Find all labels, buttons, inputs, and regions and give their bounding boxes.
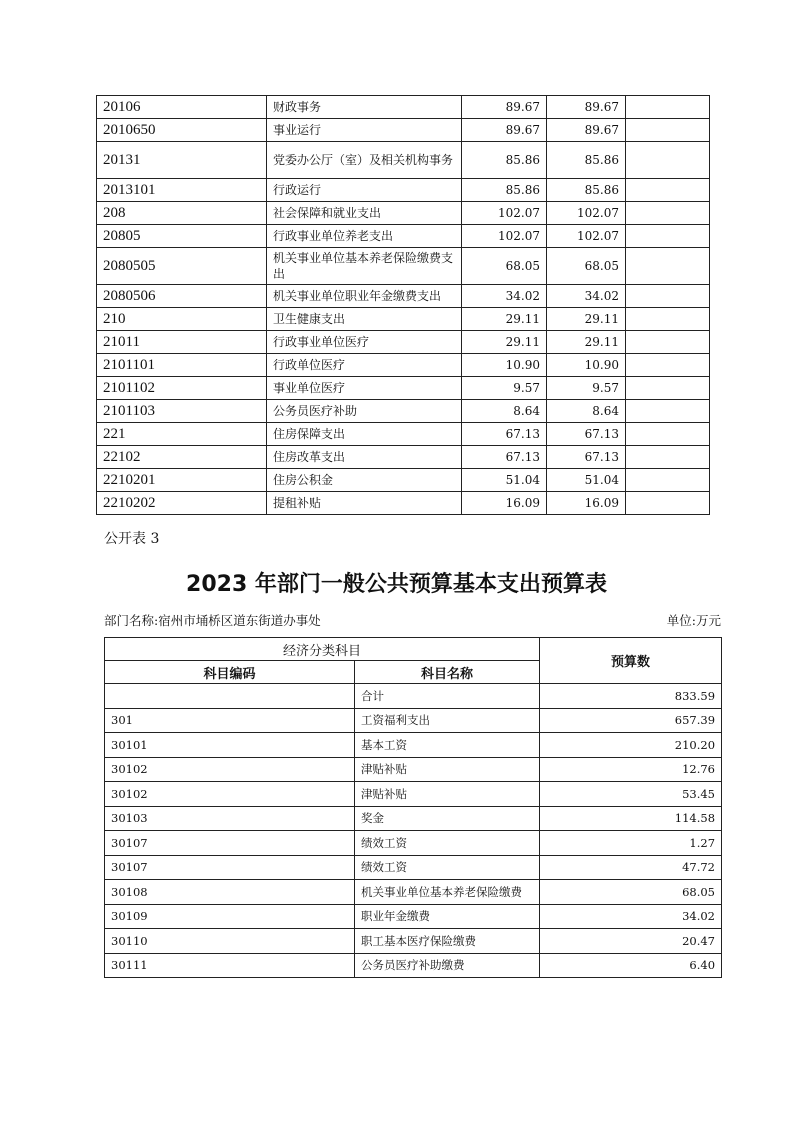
header-code: 科目编码 [105,661,355,684]
subject-name: 事业运行 [267,119,462,142]
subject-code: 30102 [105,757,355,782]
basic-amount: 29.11 [547,308,626,331]
table-row [105,708,722,733]
total-amount: 34.02 [462,285,547,308]
subject-code [105,684,355,709]
total-amount: 102.07 [462,202,547,225]
table-row [97,285,710,308]
project-amount [626,202,710,225]
basic-amount: 85.86 [547,179,626,202]
table-row [105,782,722,807]
header-name: 科目名称 [355,661,540,684]
table-row [105,880,722,905]
subject-name: 工资福利支出 [355,708,540,733]
budget-amount: 53.45 [540,782,722,807]
subject-code: 30101 [105,733,355,758]
project-amount [626,423,710,446]
subject-code: 30110 [105,929,355,954]
basic-amount: 8.64 [547,400,626,423]
table-row [97,179,710,202]
total-amount: 8.64 [462,400,547,423]
project-amount [626,492,710,515]
subject-name: 职工基本医疗保险缴费 [355,929,540,954]
table-row [97,331,710,354]
basic-expenditure-table [104,637,722,978]
subject-code: 2080505 [97,248,267,285]
expenditure-function-table [96,95,710,515]
basic-amount: 67.13 [547,446,626,469]
subject-name: 住房公积金 [267,469,462,492]
subject-code: 20131 [97,142,267,179]
table-row [105,757,722,782]
subject-name: 住房保障支出 [267,423,462,446]
total-amount: 29.11 [462,308,547,331]
subject-name: 机关事业单位基本养老保险缴费 [355,880,540,905]
total-amount: 85.86 [462,179,547,202]
project-amount [626,469,710,492]
total-amount: 10.90 [462,354,547,377]
subject-code: 30108 [105,880,355,905]
total-amount: 102.07 [462,225,547,248]
budget-amount: 34.02 [540,904,722,929]
table-row [105,684,722,709]
table-row [105,855,722,880]
subject-code: 30111 [105,953,355,978]
project-amount [626,225,710,248]
basic-amount: 51.04 [547,469,626,492]
table-row [97,96,710,119]
subject-code: 2010650 [97,119,267,142]
subject-name: 绩效工资 [355,855,540,880]
budget-amount: 6.40 [540,953,722,978]
table-row [105,904,722,929]
table-row [97,377,710,400]
total-amount: 89.67 [462,119,547,142]
table-row [97,308,710,331]
total-amount: 67.13 [462,423,547,446]
table-row [97,119,710,142]
table-row [97,423,710,446]
budget-amount: 20.47 [540,929,722,954]
budget-amount: 12.76 [540,757,722,782]
basic-amount: 85.86 [547,142,626,179]
subject-code: 2101103 [97,400,267,423]
table-row [105,929,722,954]
basic-amount: 10.90 [547,354,626,377]
subject-code: 22102 [97,446,267,469]
table-row [97,354,710,377]
subject-code: 2210201 [97,469,267,492]
table-row [105,831,722,856]
table-row [97,400,710,423]
basic-amount: 34.02 [547,285,626,308]
subject-code: 2080506 [97,285,267,308]
department-name: 部门名称:宿州市埇桥区道东街道办事处 [104,613,321,628]
basic-amount: 67.13 [547,423,626,446]
budget-amount: 833.59 [540,684,722,709]
subject-code: 2210202 [97,492,267,515]
project-amount [626,354,710,377]
basic-amount: 29.11 [547,331,626,354]
subject-name: 公务员医疗补助 [267,400,462,423]
subject-name: 机关事业单位基本养老保险缴费支出 [267,248,462,285]
subject-code: 301 [105,708,355,733]
subject-name: 卫生健康支出 [267,308,462,331]
project-amount [626,331,710,354]
subject-code: 208 [97,202,267,225]
page-title: 2023 年部门一般公共预算基本支出预算表 [186,572,607,597]
project-amount [626,142,710,179]
project-amount [626,400,710,423]
subject-name: 提租补贴 [267,492,462,515]
table-row [97,446,710,469]
subject-code: 30107 [105,831,355,856]
budget-amount: 657.39 [540,708,722,733]
table-header-row [105,638,722,661]
table-label: 公开表 3 [104,531,160,547]
total-amount: 9.57 [462,377,547,400]
subject-name: 行政运行 [267,179,462,202]
subject-name: 公务员医疗补助缴费 [355,953,540,978]
budget-amount: 1.27 [540,831,722,856]
total-amount: 85.86 [462,142,547,179]
project-amount [626,179,710,202]
subject-code: 20805 [97,225,267,248]
project-amount [626,308,710,331]
basic-amount: 102.07 [547,225,626,248]
total-amount: 67.13 [462,446,547,469]
subject-code: 20106 [97,96,267,119]
table-row [105,806,722,831]
budget-amount: 210.20 [540,733,722,758]
subject-code: 30103 [105,806,355,831]
project-amount [626,96,710,119]
subject-name: 津贴补贴 [355,782,540,807]
subject-name: 绩效工资 [355,831,540,856]
table-row [105,953,722,978]
total-amount: 89.67 [462,96,547,119]
table-row [97,202,710,225]
project-amount [626,377,710,400]
basic-amount: 89.67 [547,96,626,119]
subject-name: 津贴补贴 [355,757,540,782]
table-row [97,492,710,515]
subject-code: 221 [97,423,267,446]
basic-amount: 16.09 [547,492,626,515]
subject-name: 行政事业单位养老支出 [267,225,462,248]
project-amount [626,119,710,142]
subject-code: 30102 [105,782,355,807]
subject-code: 30107 [105,855,355,880]
budget-amount: 114.58 [540,806,722,831]
total-amount: 29.11 [462,331,547,354]
budget-amount: 68.05 [540,880,722,905]
subject-name: 职业年金缴费 [355,904,540,929]
subject-code: 2013101 [97,179,267,202]
subject-code: 2101102 [97,377,267,400]
unit-label: 单位:万元 [666,613,721,628]
header-economic-category: 经济分类科目 [105,638,540,661]
project-amount [626,446,710,469]
table-row [97,225,710,248]
basic-amount: 68.05 [547,248,626,285]
subject-code: 21011 [97,331,267,354]
subject-name: 基本工资 [355,733,540,758]
subject-name: 党委办公厅（室）及相关机构事务 [267,142,462,179]
subject-name: 行政单位医疗 [267,354,462,377]
subject-code: 30109 [105,904,355,929]
subject-name: 事业单位医疗 [267,377,462,400]
basic-amount: 89.67 [547,119,626,142]
table-row [97,248,710,285]
subject-name: 机关事业单位职业年金缴费支出 [267,285,462,308]
total-amount: 16.09 [462,492,547,515]
subject-name: 财政事务 [267,96,462,119]
subject-name: 住房改革支出 [267,446,462,469]
total-amount: 68.05 [462,248,547,285]
subject-code: 210 [97,308,267,331]
project-amount [626,285,710,308]
subject-name: 社会保障和就业支出 [267,202,462,225]
subject-name: 行政事业单位医疗 [267,331,462,354]
project-amount [626,248,710,285]
subject-name: 奖金 [355,806,540,831]
basic-amount: 102.07 [547,202,626,225]
basic-amount: 9.57 [547,377,626,400]
budget-amount: 47.72 [540,855,722,880]
total-amount: 51.04 [462,469,547,492]
subject-code: 2101101 [97,354,267,377]
table-row [105,733,722,758]
subject-name: 合计 [355,684,540,709]
table-row [97,469,710,492]
table-row [97,142,710,179]
header-budget: 预算数 [540,638,722,684]
